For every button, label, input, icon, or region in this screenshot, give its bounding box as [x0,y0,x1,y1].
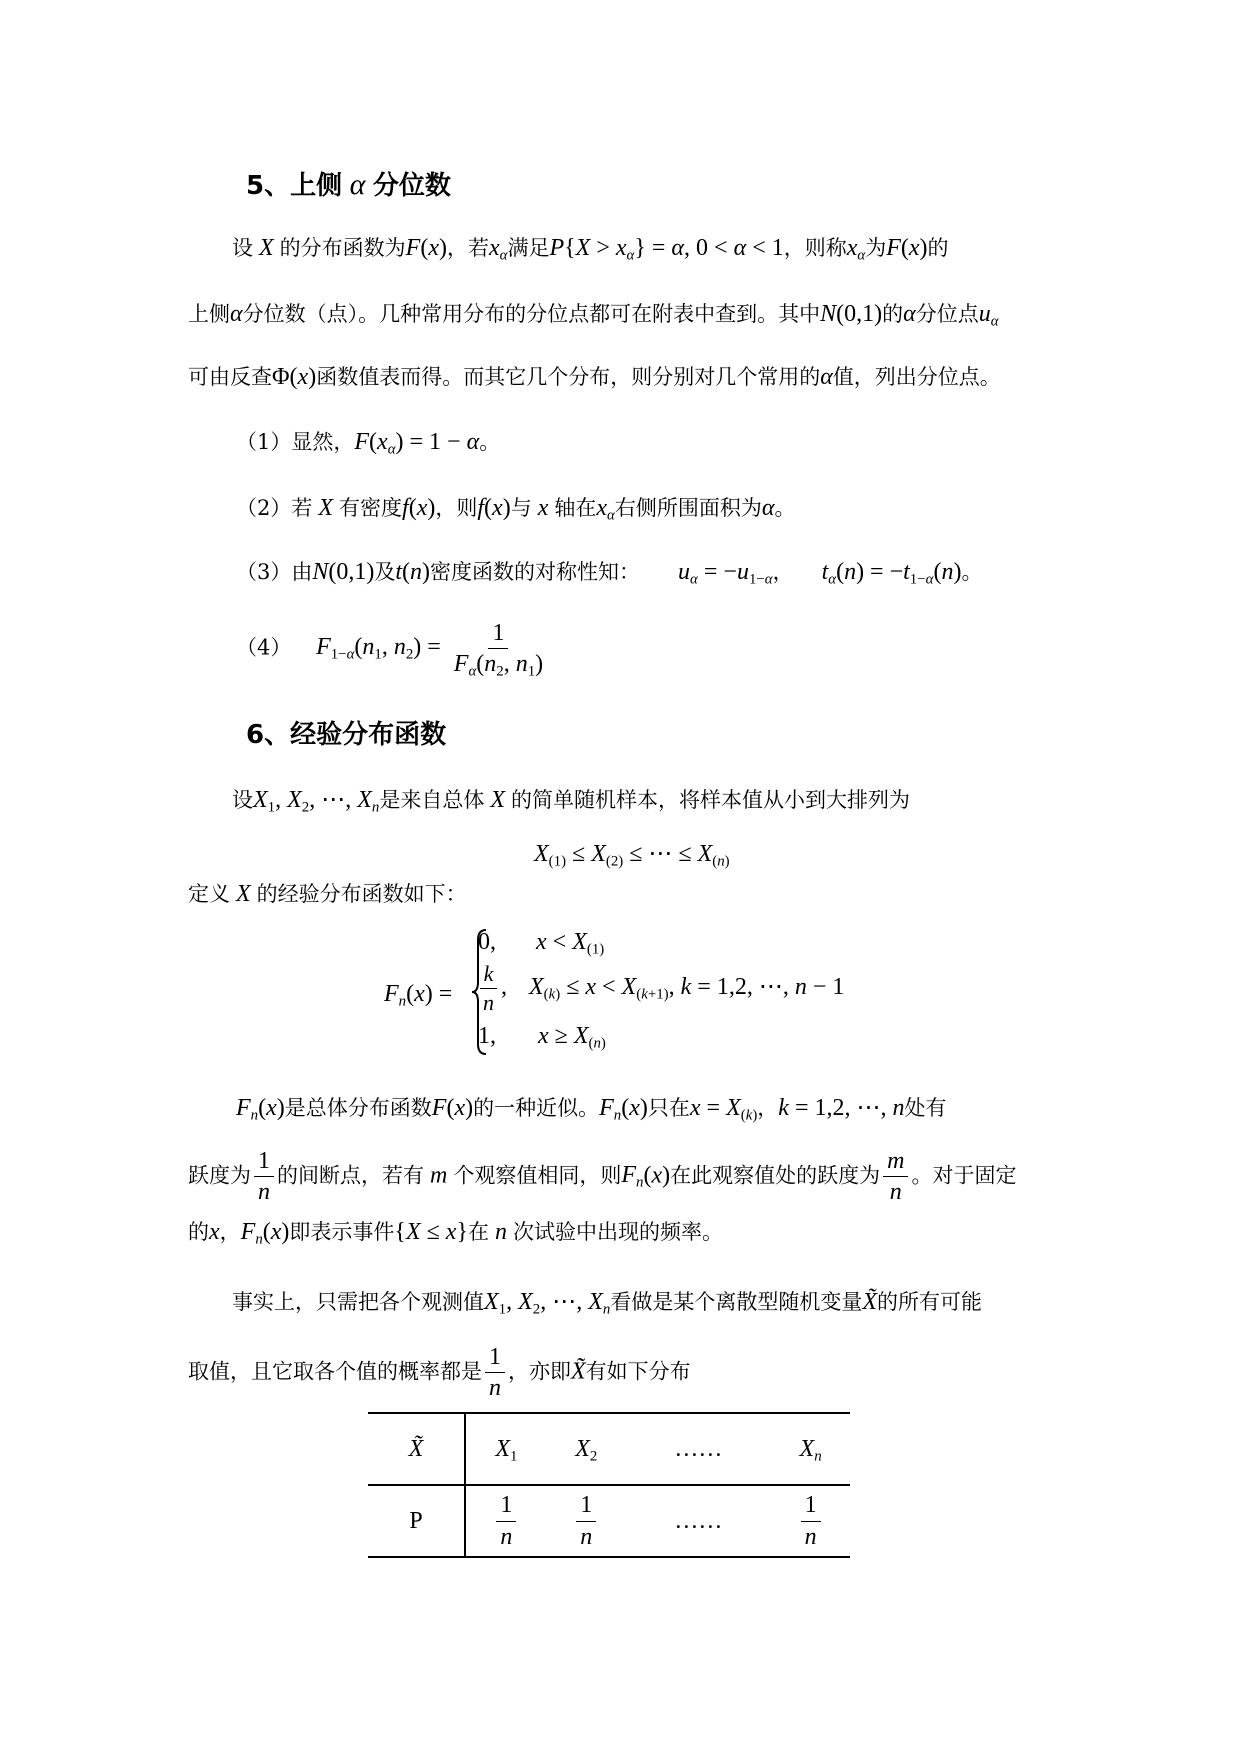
sec6-para-3: $F_n(x)$是总体分布函数F(x)的一种近似。$F_n(x)$只在$x = X_{(k)}$，k = 1,2, ⋯, n处有 [236,1095,947,1124]
cell-p-dots: …… [626,1485,772,1557]
section-6-heading: 6、经验分布函数 [246,720,447,750]
cell-xn: $X_n$ [771,1413,850,1485]
piecewise-case-3: 1, $x \ge X_{(n)}$ [478,1023,606,1052]
distribution-table [368,1412,850,1558]
sec5-item-3: （3）由N(0,1)及t(n)密度函数的对称性知： $u_\alpha = -u_{1-\alpha}$， $t_\alpha(n) = -t_{1-\alpha}(n)$。 [236,559,983,588]
sec5-para-line-2: 上侧α分位数（点）。几种常用分布的分位点都可在附表中查到。其中N(0,1)的α分位点$u_\alpha$ [188,301,999,330]
sec5-para-line-3: 可由反查Φ(x)函数值表而得。而其它几个分布，则分别对几个常用的α值，列出分位点。 [188,364,1001,390]
piecewise-case-2: $\frac{k}{n}$ , $X_{(k)} \le x < X_{(k+1)}$, k = 1,2, ⋯, n − 1 [476,962,844,1015]
cell-p1: $\frac{1}{n}$ [465,1485,547,1557]
table-row [368,1485,850,1557]
sec5-para-line-1: 设 X 的分布函数为F(x)，若$x_\alpha$满足$P\{X > x_\alpha\} = \alpha$, 0 < α < 1，则称$x_\alpha$为F(x)的 [232,235,949,264]
sec6-para-6: 事实上，只需把各个观测值$X_1$, $X_2$, ⋯, $X_n$看做是某个离散型随机变量X̃的所有可能 [232,1289,982,1318]
piecewise-case-1: 0, $x < X_{(1)}$ [478,929,605,958]
sec6-define-line: 定义 X 的经验分布函数如下： [188,881,467,907]
cell-p2: $\frac{1}{n}$ [547,1485,626,1557]
cell-pn: $\frac{1}{n}$ [771,1485,850,1557]
sec6-para-7: 取值，且它取各个值的概率都是 $\frac{1}{n}$ ，亦即X̃有如下分布 [188,1344,691,1402]
order-statistics-formula: $X_{(1)} \le X_{(2)}$ ≤ ⋯ ≤ $X_{(n)}$ [534,841,730,870]
sec6-para-4: 跃度为 $\frac{1}{n}$ 的间断点，若有 m 个观察值相同，则$F_n(x)$在此观察值处的跃度为 $\frac{m}{n}$ 。对于固定 [188,1148,1017,1206]
sec5-item-2: （2）若 X 有密度f(x)，则f(x)与 x 轴在$x_\alpha$右侧所围面积为α。 [236,495,796,524]
cell-dots: …… [626,1413,772,1485]
empirical-cdf-lhs: $F_n(x)$ = [384,981,453,1010]
sec5-item-1: （1）显然，$F(x_\alpha) = 1 - \alpha$。 [236,429,501,458]
sec6-para-5: 的x，$F_n(x)$即表示事件{X ≤ x}在 n 次试验中出现的频率。 [188,1219,723,1248]
cell-x1: $X_1$ [465,1413,547,1485]
sec5-item-4: （4） $F_{1-\alpha}(n_1$, $n_2$) = $\frac{1}{F_\alpha(n_2, n_1)}$ [236,620,544,680]
section-5-heading: 5、上侧 α 分位数 [246,168,451,201]
row-label-x: X̃ [368,1413,465,1485]
table-row [368,1413,850,1485]
row-label-p: P [368,1485,465,1557]
cell-x2: $X_2$ [547,1413,626,1485]
sec6-para-1: 设$X_1$, $X_2$, ⋯, $X_n$是来自总体 X 的简单随机样本，将样本值从小到大排列为 [232,787,910,816]
